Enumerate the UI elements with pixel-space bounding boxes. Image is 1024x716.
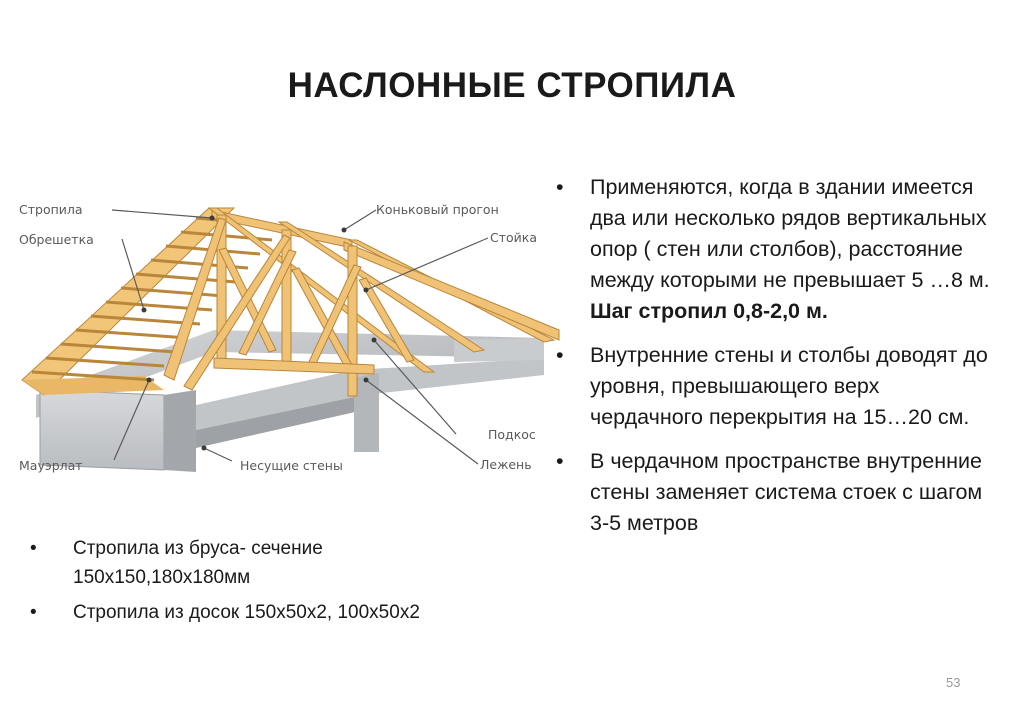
- bullet-bold-text: Шаг стропил 0,8-2,0 м.: [590, 299, 828, 323]
- page-number: 53: [946, 675, 961, 690]
- roof-diagram: [14, 190, 562, 490]
- roof-illustration: [14, 190, 562, 490]
- label-mauerlat: Мауэрлат: [19, 458, 83, 473]
- list-item: [556, 340, 996, 433]
- list-item: [30, 534, 470, 592]
- left-bullet-list: [30, 534, 470, 633]
- bullet: •: [556, 175, 564, 199]
- label-rafter: Стропила: [19, 202, 83, 217]
- bullet: •: [30, 602, 37, 623]
- bullet: •: [556, 343, 564, 367]
- bullet-text: Стропила из досок 150х50х2, 100х50х2: [73, 602, 420, 623]
- bullet: •: [556, 449, 564, 473]
- list-item: [556, 172, 996, 327]
- label-post: Стойка: [490, 230, 537, 245]
- bullet-text: Применяются, когда в здании имеется два или несколько рядов вертикальных опор ( стен или столбов), расстояние между которыми не превышает 5 …8 м.: [590, 175, 990, 292]
- bullet-text: В чердачном пространстве внутренние стены заменяет система стоек с шагом 3-5 метров: [590, 449, 983, 535]
- slide-title: НАСЛОННЫЕ СТРОПИЛА: [287, 66, 737, 105]
- list-item: [30, 598, 470, 627]
- bullet-text: Стропила из бруса- сечение 150х150,180х180мм: [73, 538, 323, 588]
- bullet-text: Внутренние стены и столбы доводят до уровня, превышающего верх чердачного перекрытия на 15…20 см.: [590, 343, 988, 429]
- label-lathing: Обрешетка: [19, 232, 94, 247]
- right-bullet-list: [556, 172, 996, 552]
- label-ridge-purlin: Коньковый прогон: [376, 202, 499, 217]
- list-item: [556, 446, 996, 539]
- label-strut: Подкос: [488, 427, 536, 442]
- label-sill: Лежень: [480, 457, 532, 472]
- label-bearing-walls: Несущие стены: [240, 458, 343, 473]
- bullet: •: [30, 538, 37, 559]
